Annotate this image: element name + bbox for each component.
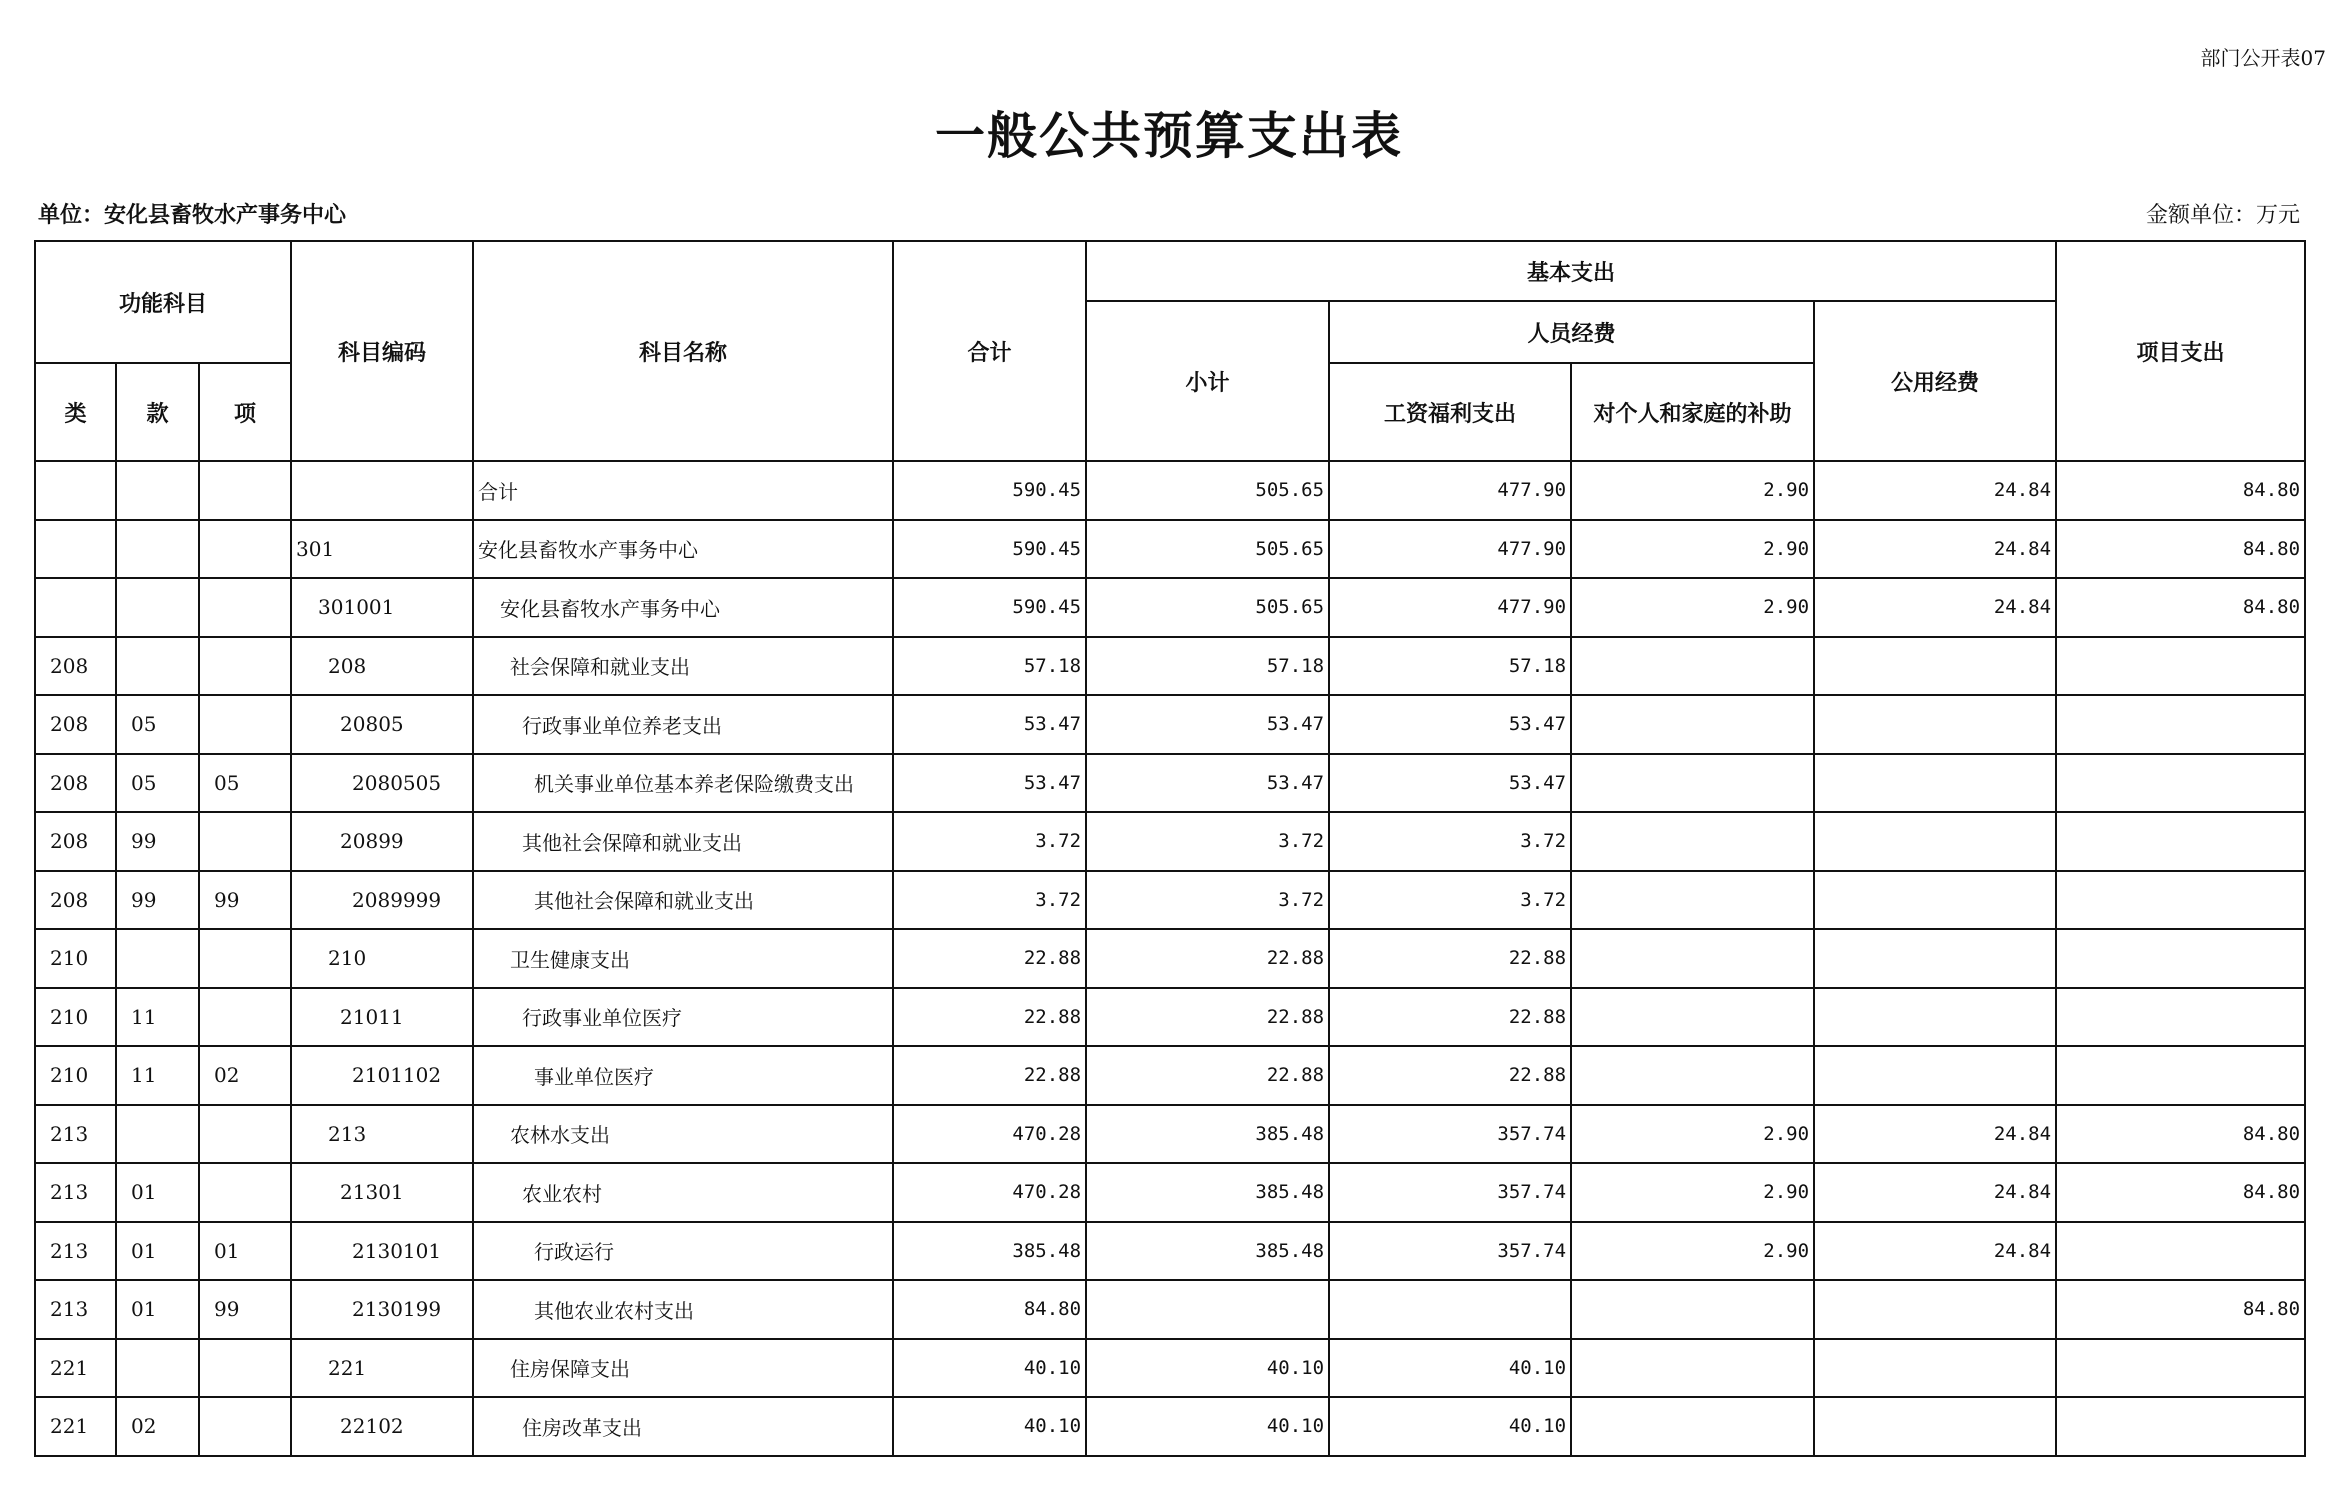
subtotal-cell: 40.10: [1086, 1397, 1329, 1456]
kuan-cell: [116, 520, 199, 579]
kuan-cell: 05: [116, 754, 199, 813]
header-lei: 类: [35, 363, 116, 461]
code-cell: 221: [291, 1339, 473, 1398]
kuan-cell: 01: [116, 1222, 199, 1281]
public-cell: 24.84: [1814, 1222, 2056, 1281]
code-cell: 301: [291, 520, 473, 579]
total-cell: 590.45: [893, 578, 1086, 637]
table-body: [35, 461, 2305, 1456]
table-row: [35, 871, 2305, 930]
table-number-tag: 部门公开表07: [2200, 46, 2326, 70]
lei-cell: [35, 578, 116, 637]
name-cell: 行政事业单位医疗: [473, 988, 893, 1047]
total-cell: 470.28: [893, 1163, 1086, 1222]
subtotal-cell: 22.88: [1086, 929, 1329, 988]
code-cell: [291, 461, 473, 520]
xiang-cell: [199, 578, 291, 637]
public-cell: [1814, 988, 2056, 1047]
public-cell: [1814, 754, 2056, 813]
wages-cell: 357.74: [1329, 1222, 1571, 1281]
code-cell: 2130101: [291, 1222, 473, 1281]
public-cell: [1814, 637, 2056, 696]
name-cell: 机关事业单位基本养老保险缴费支出: [473, 754, 893, 813]
code-cell: 301001: [291, 578, 473, 637]
kuan-cell: [116, 461, 199, 520]
code-cell: 20805: [291, 695, 473, 754]
public-cell: [1814, 695, 2056, 754]
project-cell: 84.80: [2056, 1163, 2305, 1222]
total-cell: 3.72: [893, 812, 1086, 871]
table-row: [35, 520, 2305, 579]
kuan-cell: 99: [116, 871, 199, 930]
project-cell: [2056, 1046, 2305, 1105]
code-cell: 2130199: [291, 1280, 473, 1339]
kuan-cell: 99: [116, 812, 199, 871]
table-row: [35, 988, 2305, 1047]
lei-cell: 208: [35, 812, 116, 871]
wages-cell: 53.47: [1329, 695, 1571, 754]
lei-cell: 210: [35, 1046, 116, 1105]
header-wages: 工资福利支出: [1329, 363, 1571, 461]
subtotal-cell: 385.48: [1086, 1222, 1329, 1281]
project-cell: 84.80: [2056, 1280, 2305, 1339]
public-cell: [1814, 1339, 2056, 1398]
xiang-cell: [199, 1397, 291, 1456]
subsidy-cell: [1571, 1397, 1814, 1456]
lei-cell: 210: [35, 929, 116, 988]
subsidy-cell: [1571, 637, 1814, 696]
lei-cell: [35, 520, 116, 579]
code-cell: 20899: [291, 812, 473, 871]
lei-cell: 221: [35, 1397, 116, 1456]
table-row: [35, 929, 2305, 988]
currency-unit-label: 金额单位：万元: [2145, 203, 2300, 228]
xiang-cell: [199, 1105, 291, 1164]
table-row: [35, 754, 2305, 813]
total-cell: 40.10: [893, 1397, 1086, 1456]
xiang-cell: 01: [199, 1222, 291, 1281]
total-cell: 57.18: [893, 637, 1086, 696]
name-cell: 安化县畜牧水产事务中心: [473, 578, 893, 637]
project-cell: 84.80: [2056, 520, 2305, 579]
kuan-cell: [116, 578, 199, 637]
subtotal-cell: 3.72: [1086, 812, 1329, 871]
project-cell: [2056, 754, 2305, 813]
header-subtotal: 小计: [1086, 301, 1329, 461]
subsidy-cell: [1571, 812, 1814, 871]
wages-cell: 22.88: [1329, 929, 1571, 988]
lei-cell: 210: [35, 988, 116, 1047]
project-cell: [2056, 812, 2305, 871]
kuan-cell: [116, 637, 199, 696]
kuan-cell: 01: [116, 1163, 199, 1222]
table-row: [35, 1046, 2305, 1105]
subsidy-cell: [1571, 695, 1814, 754]
subsidy-cell: [1571, 1339, 1814, 1398]
table-row: [35, 1105, 2305, 1164]
public-cell: 24.84: [1814, 1163, 2056, 1222]
project-cell: [2056, 929, 2305, 988]
table-row: [35, 1339, 2305, 1398]
code-cell: 2080505: [291, 754, 473, 813]
project-cell: 84.80: [2056, 578, 2305, 637]
public-cell: 24.84: [1814, 461, 2056, 520]
table-row: [35, 1163, 2305, 1222]
total-cell: 84.80: [893, 1280, 1086, 1339]
project-cell: [2056, 695, 2305, 754]
xiang-cell: 99: [199, 1280, 291, 1339]
subtotal-cell: 40.10: [1086, 1339, 1329, 1398]
total-cell: 22.88: [893, 988, 1086, 1047]
kuan-cell: [116, 1105, 199, 1164]
table-row: [35, 1397, 2305, 1456]
name-cell: 行政运行: [473, 1222, 893, 1281]
xiang-cell: [199, 1339, 291, 1398]
wages-cell: 3.72: [1329, 812, 1571, 871]
total-cell: 22.88: [893, 929, 1086, 988]
code-cell: 2101102: [291, 1046, 473, 1105]
subtotal-cell: 505.65: [1086, 578, 1329, 637]
name-cell: 卫生健康支出: [473, 929, 893, 988]
kuan-cell: [116, 1339, 199, 1398]
header-total: 合计: [893, 241, 1086, 461]
lei-cell: 213: [35, 1105, 116, 1164]
project-cell: [2056, 1222, 2305, 1281]
kuan-cell: 11: [116, 988, 199, 1047]
name-cell: 住房改革支出: [473, 1397, 893, 1456]
table-row: [35, 637, 2305, 696]
wages-cell: 477.90: [1329, 461, 1571, 520]
project-cell: 84.80: [2056, 1105, 2305, 1164]
code-cell: 208: [291, 637, 473, 696]
public-cell: 24.84: [1814, 1105, 2056, 1164]
header-name: 科目名称: [473, 241, 893, 461]
header-func-subject: 功能科目: [35, 241, 291, 363]
total-cell: 40.10: [893, 1339, 1086, 1398]
lei-cell: 208: [35, 637, 116, 696]
public-cell: [1814, 929, 2056, 988]
xiang-cell: 05: [199, 754, 291, 813]
header-kuan: 款: [116, 363, 199, 461]
subtotal-cell: 385.48: [1086, 1163, 1329, 1222]
wages-cell: 477.90: [1329, 520, 1571, 579]
project-cell: [2056, 988, 2305, 1047]
name-cell: 合计: [473, 461, 893, 520]
code-cell: 213: [291, 1105, 473, 1164]
kuan-cell: 01: [116, 1280, 199, 1339]
subsidy-cell: [1571, 988, 1814, 1047]
xiang-cell: [199, 695, 291, 754]
header-xiang: 项: [199, 363, 291, 461]
project-cell: [2056, 1397, 2305, 1456]
table-row: [35, 1280, 2305, 1339]
kuan-cell: 05: [116, 695, 199, 754]
name-cell: 事业单位医疗: [473, 1046, 893, 1105]
wages-cell: 477.90: [1329, 578, 1571, 637]
wages-cell: 3.72: [1329, 871, 1571, 930]
header-personnel: 人员经费: [1329, 301, 1814, 363]
wages-cell: 22.88: [1329, 988, 1571, 1047]
project-cell: [2056, 1339, 2305, 1398]
unit-label: 单位：安化县畜牧水产事务中心: [38, 203, 347, 228]
subtotal-cell: 53.47: [1086, 754, 1329, 813]
total-cell: 22.88: [893, 1046, 1086, 1105]
name-cell: 其他社会保障和就业支出: [473, 812, 893, 871]
name-cell: 住房保障支出: [473, 1339, 893, 1398]
subtotal-cell: 505.65: [1086, 520, 1329, 579]
budget-expenditure-table: [34, 240, 2306, 1457]
table-row: [35, 1222, 2305, 1281]
subsidy-cell: [1571, 871, 1814, 930]
table-row: [35, 812, 2305, 871]
kuan-cell: [116, 929, 199, 988]
xiang-cell: [199, 812, 291, 871]
page-title: 一般公共预算支出表: [935, 106, 1403, 165]
subtotal-cell: 505.65: [1086, 461, 1329, 520]
xiang-cell: 02: [199, 1046, 291, 1105]
header-code: 科目编码: [291, 241, 473, 461]
subsidy-cell: [1571, 1046, 1814, 1105]
public-cell: 24.84: [1814, 578, 2056, 637]
public-cell: 24.84: [1814, 520, 2056, 579]
code-cell: 21301: [291, 1163, 473, 1222]
table-row: [35, 695, 2305, 754]
lei-cell: [35, 461, 116, 520]
wages-cell: 22.88: [1329, 1046, 1571, 1105]
name-cell: 社会保障和就业支出: [473, 637, 893, 696]
total-cell: 3.72: [893, 871, 1086, 930]
lei-cell: 208: [35, 871, 116, 930]
header-project: 项目支出: [2056, 241, 2305, 461]
wages-cell: 40.10: [1329, 1397, 1571, 1456]
lei-cell: 213: [35, 1222, 116, 1281]
subtotal-cell: 22.88: [1086, 1046, 1329, 1105]
lei-cell: 213: [35, 1280, 116, 1339]
name-cell: 农林水支出: [473, 1105, 893, 1164]
header-public: 公用经费: [1814, 301, 2056, 461]
xiang-cell: [199, 929, 291, 988]
public-cell: [1814, 812, 2056, 871]
code-cell: 22102: [291, 1397, 473, 1456]
subsidy-cell: [1571, 1280, 1814, 1339]
project-cell: [2056, 871, 2305, 930]
subsidy-cell: 2.90: [1571, 520, 1814, 579]
subsidy-cell: 2.90: [1571, 578, 1814, 637]
public-cell: [1814, 1397, 2056, 1456]
wages-cell: [1329, 1280, 1571, 1339]
project-cell: [2056, 637, 2305, 696]
public-cell: [1814, 871, 2056, 930]
wages-cell: 357.74: [1329, 1105, 1571, 1164]
total-cell: 470.28: [893, 1105, 1086, 1164]
total-cell: 590.45: [893, 520, 1086, 579]
public-cell: [1814, 1280, 2056, 1339]
xiang-cell: [199, 637, 291, 696]
kuan-cell: 02: [116, 1397, 199, 1456]
wages-cell: 53.47: [1329, 754, 1571, 813]
subsidy-cell: 2.90: [1571, 1163, 1814, 1222]
total-cell: 53.47: [893, 695, 1086, 754]
name-cell: 安化县畜牧水产事务中心: [473, 520, 893, 579]
subtotal-cell: 3.72: [1086, 871, 1329, 930]
total-cell: 590.45: [893, 461, 1086, 520]
subtotal-cell: 53.47: [1086, 695, 1329, 754]
name-cell: 其他农业农村支出: [473, 1280, 893, 1339]
table-row: [35, 578, 2305, 637]
code-cell: 21011: [291, 988, 473, 1047]
code-cell: 2089999: [291, 871, 473, 930]
kuan-cell: 11: [116, 1046, 199, 1105]
subtotal-cell: [1086, 1280, 1329, 1339]
table-row: [35, 461, 2305, 520]
xiang-cell: [199, 520, 291, 579]
code-cell: 210: [291, 929, 473, 988]
subsidy-cell: 2.90: [1571, 1222, 1814, 1281]
subsidy-cell: [1571, 754, 1814, 813]
subtotal-cell: 22.88: [1086, 988, 1329, 1047]
lei-cell: 221: [35, 1339, 116, 1398]
lei-cell: 208: [35, 754, 116, 813]
wages-cell: 57.18: [1329, 637, 1571, 696]
lei-cell: 208: [35, 695, 116, 754]
total-cell: 385.48: [893, 1222, 1086, 1281]
subsidy-cell: 2.90: [1571, 461, 1814, 520]
lei-cell: 213: [35, 1163, 116, 1222]
xiang-cell: [199, 461, 291, 520]
xiang-cell: [199, 988, 291, 1047]
name-cell: 其他社会保障和就业支出: [473, 871, 893, 930]
subsidy-cell: 2.90: [1571, 1105, 1814, 1164]
project-cell: 84.80: [2056, 461, 2305, 520]
wages-cell: 40.10: [1329, 1339, 1571, 1398]
xiang-cell: 99: [199, 871, 291, 930]
name-cell: 农业农村: [473, 1163, 893, 1222]
header-basic: 基本支出: [1086, 241, 2056, 301]
public-cell: [1814, 1046, 2056, 1105]
wages-cell: 357.74: [1329, 1163, 1571, 1222]
subtotal-cell: 385.48: [1086, 1105, 1329, 1164]
header-subsidy: 对个人和家庭的补助: [1571, 363, 1814, 461]
subsidy-cell: [1571, 929, 1814, 988]
subtotal-cell: 57.18: [1086, 637, 1329, 696]
total-cell: 53.47: [893, 754, 1086, 813]
xiang-cell: [199, 1163, 291, 1222]
name-cell: 行政事业单位养老支出: [473, 695, 893, 754]
